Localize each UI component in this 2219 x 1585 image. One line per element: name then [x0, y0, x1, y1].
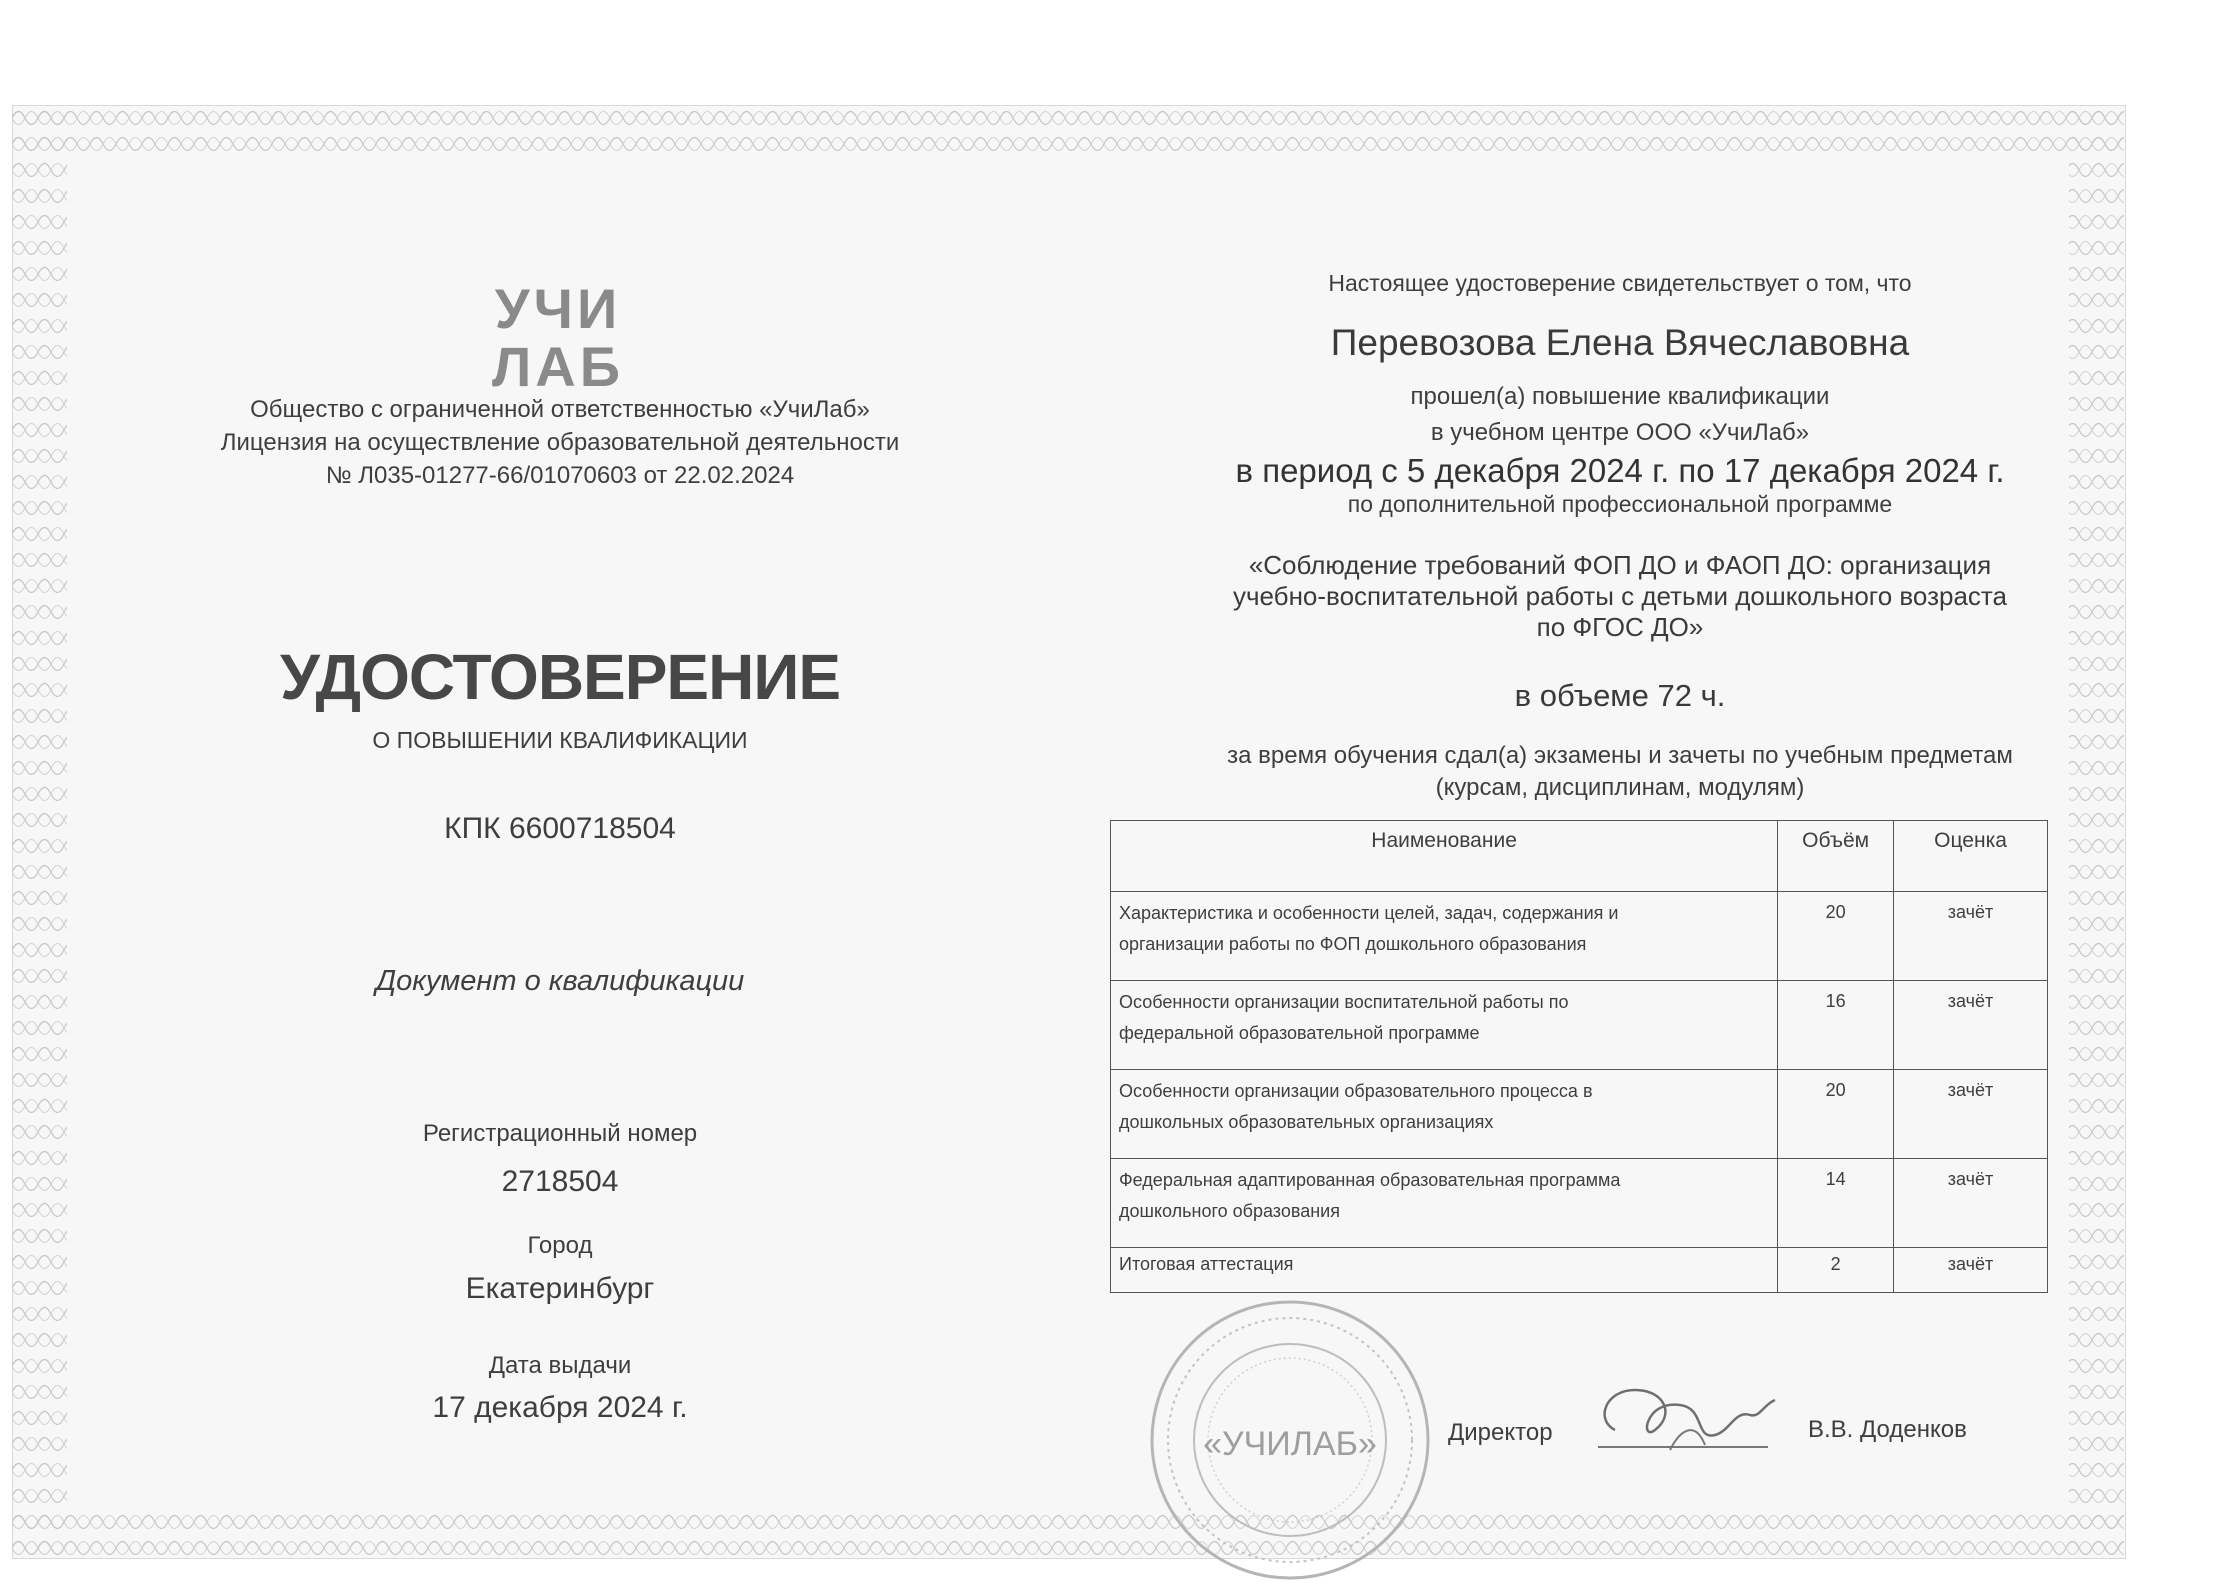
exams-line-2: (курсам, дисциплинам, модулям): [1435, 774, 1805, 801]
subject-name-line: дошкольного образования: [1119, 1201, 1340, 1221]
document-subtitle: О ПОВЫШЕНИИ КВАЛИФИКАЦИИ: [372, 727, 748, 753]
exams-text: [1140, 740, 2100, 804]
director-signature: [1585, 1360, 1785, 1460]
issue-date-label: Дата выдачи: [488, 1352, 632, 1379]
subject-grade: зачёт: [1894, 1070, 2048, 1159]
city-value: Екатеринбург: [465, 1272, 655, 1305]
program-volume: в объеме 72 ч.: [1514, 678, 1726, 713]
org-name: Общество с ограниченной ответственностью «УчиЛаб»: [250, 396, 870, 423]
table-header-row: [1111, 821, 2048, 892]
header-name: Наименование: [1111, 821, 1778, 892]
issue-date-value: 17 декабря 2024 г.: [432, 1391, 688, 1424]
subjects-table: [1110, 820, 2048, 1293]
org-license-number: № Л035-01277-66/01070603 от 22.02.2024: [325, 462, 795, 489]
certificate-number: КПК 6600718504: [444, 812, 676, 845]
subject-name-line: Федеральная адаптированная образовательная программа: [1119, 1170, 1621, 1190]
organization-info: [130, 393, 990, 492]
program-title-line-2: учебно-воспитательной работы с детьми дошкольного возраста: [1232, 581, 2008, 611]
program-title: [1140, 550, 2100, 643]
table-row: [1111, 1159, 2048, 1248]
exams-line-1: за время обучения сдал(а) экзамены и зачеты по учебным предметам: [1227, 742, 2013, 769]
subject-name: [1111, 1159, 1778, 1248]
header-grade: Оценка: [1894, 821, 2048, 892]
table-row: [1111, 1070, 2048, 1159]
subject-volume: 20: [1778, 892, 1894, 981]
company-logo: [488, 277, 628, 398]
header-volume: Объём: [1778, 821, 1894, 892]
subject-grade: зачёт: [1894, 892, 2048, 981]
passed-text: прошел(а) повышение квалификации: [1410, 383, 1830, 410]
program-title-line-1: «Соблюдение требований ФОП ДО и ФАОП ДО: организация: [1248, 550, 1992, 580]
training-period: в период с 5 декабря 2024 г. по 17 декабря 2024 г.: [1235, 452, 2005, 489]
logo-line-1: УЧИ: [494, 277, 622, 340]
registration-label: Регистрационный номер: [422, 1120, 698, 1147]
subject-name-line: организации работы по ФОП дошкольного образования: [1119, 934, 1587, 954]
org-license: Лицензия на осуществление образовательной деятельности: [220, 429, 900, 456]
logo-line-2: ЛАБ: [492, 335, 624, 398]
person-name: Перевозова Елена Вячеславовна: [1330, 322, 1910, 363]
director-name: В.В. Доденков: [1808, 1416, 1967, 1443]
subject-volume: 16: [1778, 981, 1894, 1070]
table-row: [1111, 981, 2048, 1070]
stamp-text: «УЧИЛАБ»: [1203, 1425, 1377, 1463]
subject-volume: 14: [1778, 1159, 1894, 1248]
company-stamp: [1145, 1295, 1435, 1585]
final-attestation-grade: зачёт: [1894, 1248, 2048, 1293]
subject-name-line: Особенности организации воспитательной работы по: [1119, 992, 1569, 1012]
program-intro: по дополнительной профессиональной программе: [1347, 491, 1893, 517]
table-row: [1111, 892, 2048, 981]
subject-name-line: Особенности организации образовательного процесса в: [1119, 1081, 1593, 1101]
subject-name: [1111, 1070, 1778, 1159]
subject-name: [1111, 981, 1778, 1070]
city-label: Город: [527, 1232, 593, 1259]
subject-name-line: дошкольных образовательных организациях: [1119, 1112, 1494, 1132]
final-attestation-name: Итоговая аттестация: [1111, 1248, 1778, 1293]
subject-volume: 20: [1778, 1070, 1894, 1159]
subject-name-line: Характеристика и особенности целей, задач, содержания и: [1119, 903, 1619, 923]
subject-name-line: федеральной образовательной программе: [1119, 1023, 1480, 1043]
subject-name: [1111, 892, 1778, 981]
intro-text: Настоящее удостоверение свидетельствует о том, что: [1328, 270, 1912, 296]
final-attestation-volume: 2: [1778, 1248, 1894, 1293]
signature-line: [1598, 1446, 1768, 1448]
final-attestation-row: [1111, 1248, 2048, 1293]
subject-grade: зачёт: [1894, 1159, 2048, 1248]
subject-grade: зачёт: [1894, 981, 2048, 1070]
registration-number: 2718504: [501, 1165, 619, 1198]
training-center-text: в учебном центре ООО «УчиЛаб»: [1430, 419, 1810, 446]
program-title-line-3: по ФГОС ДО»: [1536, 612, 1704, 642]
document-title: УДОСТОВЕРЕНИЕ: [279, 641, 841, 713]
director-label: Директор: [1448, 1419, 1553, 1446]
document-type: Документ о квалификации: [375, 965, 745, 997]
